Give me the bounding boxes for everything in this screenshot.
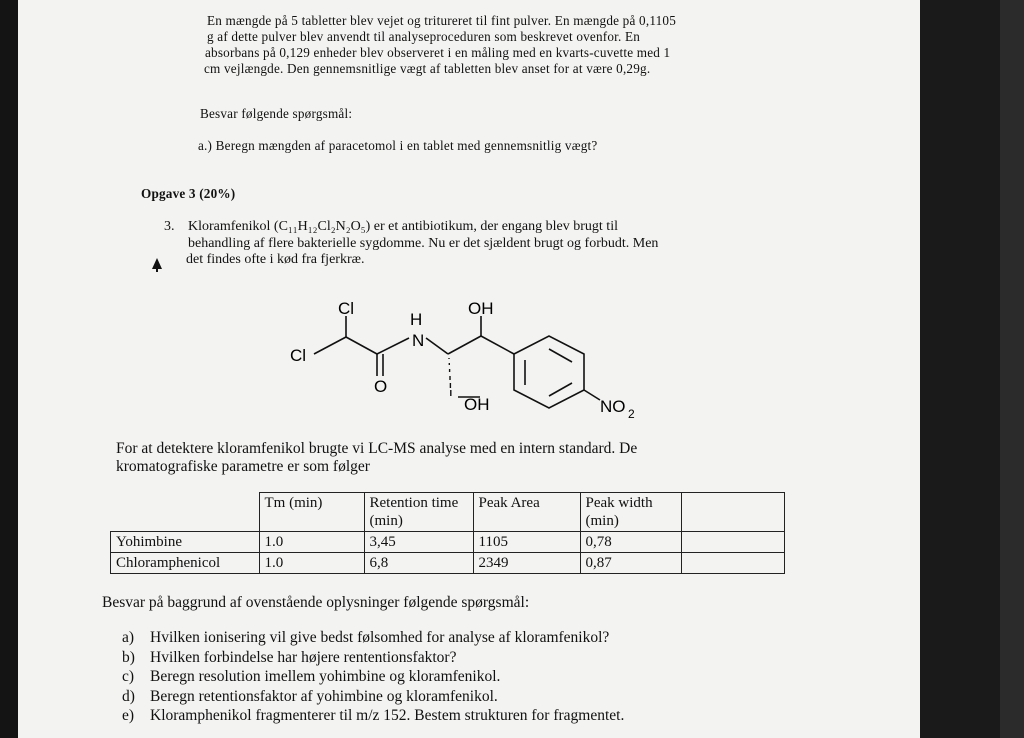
question-text: Beregn resolution imellem yohimbine og kloramfenikol. (150, 668, 501, 686)
row-chloramphenicol-retention: 6,8 (364, 553, 473, 574)
answer-prompt: Besvar følgende spørgsmål: (200, 106, 353, 121)
row-chloramphenicol-name: Chloramphenicol (111, 553, 260, 574)
table-row (111, 532, 785, 553)
question-label: d) (122, 687, 135, 705)
task-line-2: behandling af flere bakterielle sygdomme. Nu er det sjældent brugt og forbudt. Men (188, 236, 659, 251)
chloramphenicol-structure (278, 292, 658, 427)
row-chloramphenicol-tm: 1.0 (259, 553, 364, 574)
question-text: Hvilken forbindelse har højere rententionsfaktor? (150, 648, 457, 666)
lcms-line-1: For at detektere kloramfenikol brugte vi LC-MS analyse med en intern standard. De (116, 440, 638, 457)
header-extra (681, 493, 784, 532)
label-cl-left: Cl (290, 346, 307, 365)
label-no2-subscript: 2 (628, 407, 635, 421)
label-no2: NO (600, 397, 626, 416)
question-label: e) (122, 707, 135, 725)
intro-line-4: cm vejlængde. Den gennemsnitlige vægt af tabletten blev anset for at være 0,29g. (204, 61, 651, 76)
row-yohimbine-extra (681, 532, 784, 553)
question-label: a) (122, 629, 135, 646)
header-peak-width: Peak width (min) (580, 493, 681, 532)
header-peak-area: Peak Area (473, 493, 580, 532)
document-page (18, 0, 920, 738)
row-chloramphenicol-extra (681, 553, 784, 574)
question-label: c) (122, 668, 135, 686)
question-a: a.) Beregn mængden af paracetomol i en tablet med gennemsnitlig vægt? (198, 138, 598, 153)
question-text: Beregn retentionsfaktor af yohimbine og kloramfenikol. (150, 687, 498, 705)
task-number: 3. (164, 219, 175, 234)
section-title: Opgave 3 (20%) (141, 186, 236, 201)
label-oh-top: OH (468, 299, 494, 318)
list-item (122, 667, 624, 687)
header-empty (111, 493, 260, 532)
question-label: b) (122, 648, 135, 666)
question-text: Kloramphenikol fragmenterer til m/z 152. Bestem strukturen for fragmentet. (150, 707, 625, 725)
list-item (122, 648, 624, 668)
table-header-row (111, 493, 785, 532)
label-h: H (410, 310, 423, 329)
lcms-line-2: kromatografiske parametre er som følger (116, 458, 370, 475)
basis-prompt: Besvar på baggrund af ovenstående oplysninger følgende spørgsmål: (102, 594, 530, 611)
intro-line-2: g af dette pulver blev anvendt til analyseproceduren som beskrevet ovenfor. En (207, 29, 641, 44)
question-list (122, 628, 624, 726)
row-yohimbine-name: Yohimbine (111, 532, 260, 553)
row-chloramphenicol-area: 2349 (473, 553, 580, 574)
label-n: N (412, 331, 425, 350)
row-chloramphenicol-width: 0,87 (580, 553, 681, 574)
intro-line-1: En mængde på 5 tabletter blev vejet og tritureret til fint pulver. En mængde på 0,1105 (207, 13, 677, 28)
list-item (122, 687, 624, 707)
list-item (122, 706, 624, 726)
question-text: Hvilken ionisering vil give bedst følsomhed for analyse af kloramfenikol? (150, 629, 610, 646)
table-row (111, 553, 785, 574)
header-tm: Tm (min) (259, 493, 364, 532)
list-item (122, 628, 624, 648)
row-yohimbine-area: 1105 (473, 532, 580, 553)
screen-bezel-left (0, 0, 20, 738)
row-yohimbine-retention: 3,45 (364, 532, 473, 553)
label-o: O (374, 377, 388, 396)
label-oh-bottom: OH (464, 395, 490, 414)
screen-edge (1000, 0, 1024, 738)
label-cl-top: Cl (338, 299, 355, 318)
task-line-3: det findes ofte i kød fra fjerkræ. (186, 252, 365, 267)
row-yohimbine-width: 0,78 (580, 532, 681, 553)
mouse-cursor-icon (152, 258, 162, 269)
intro-line-3: absorbans på 0,129 enheder blev observeret i en måling med en kvarts-cuvette med 1 (205, 45, 671, 60)
chromatography-table (110, 492, 785, 574)
row-yohimbine-tm: 1.0 (259, 532, 364, 553)
task-line-1: Kloramfenikol (C₁₁H₁₂Cl₂N₂O₅) er et antibiotikum, der engang blev brugt til (188, 219, 618, 234)
header-retention-time: Retention time (min) (364, 493, 473, 532)
